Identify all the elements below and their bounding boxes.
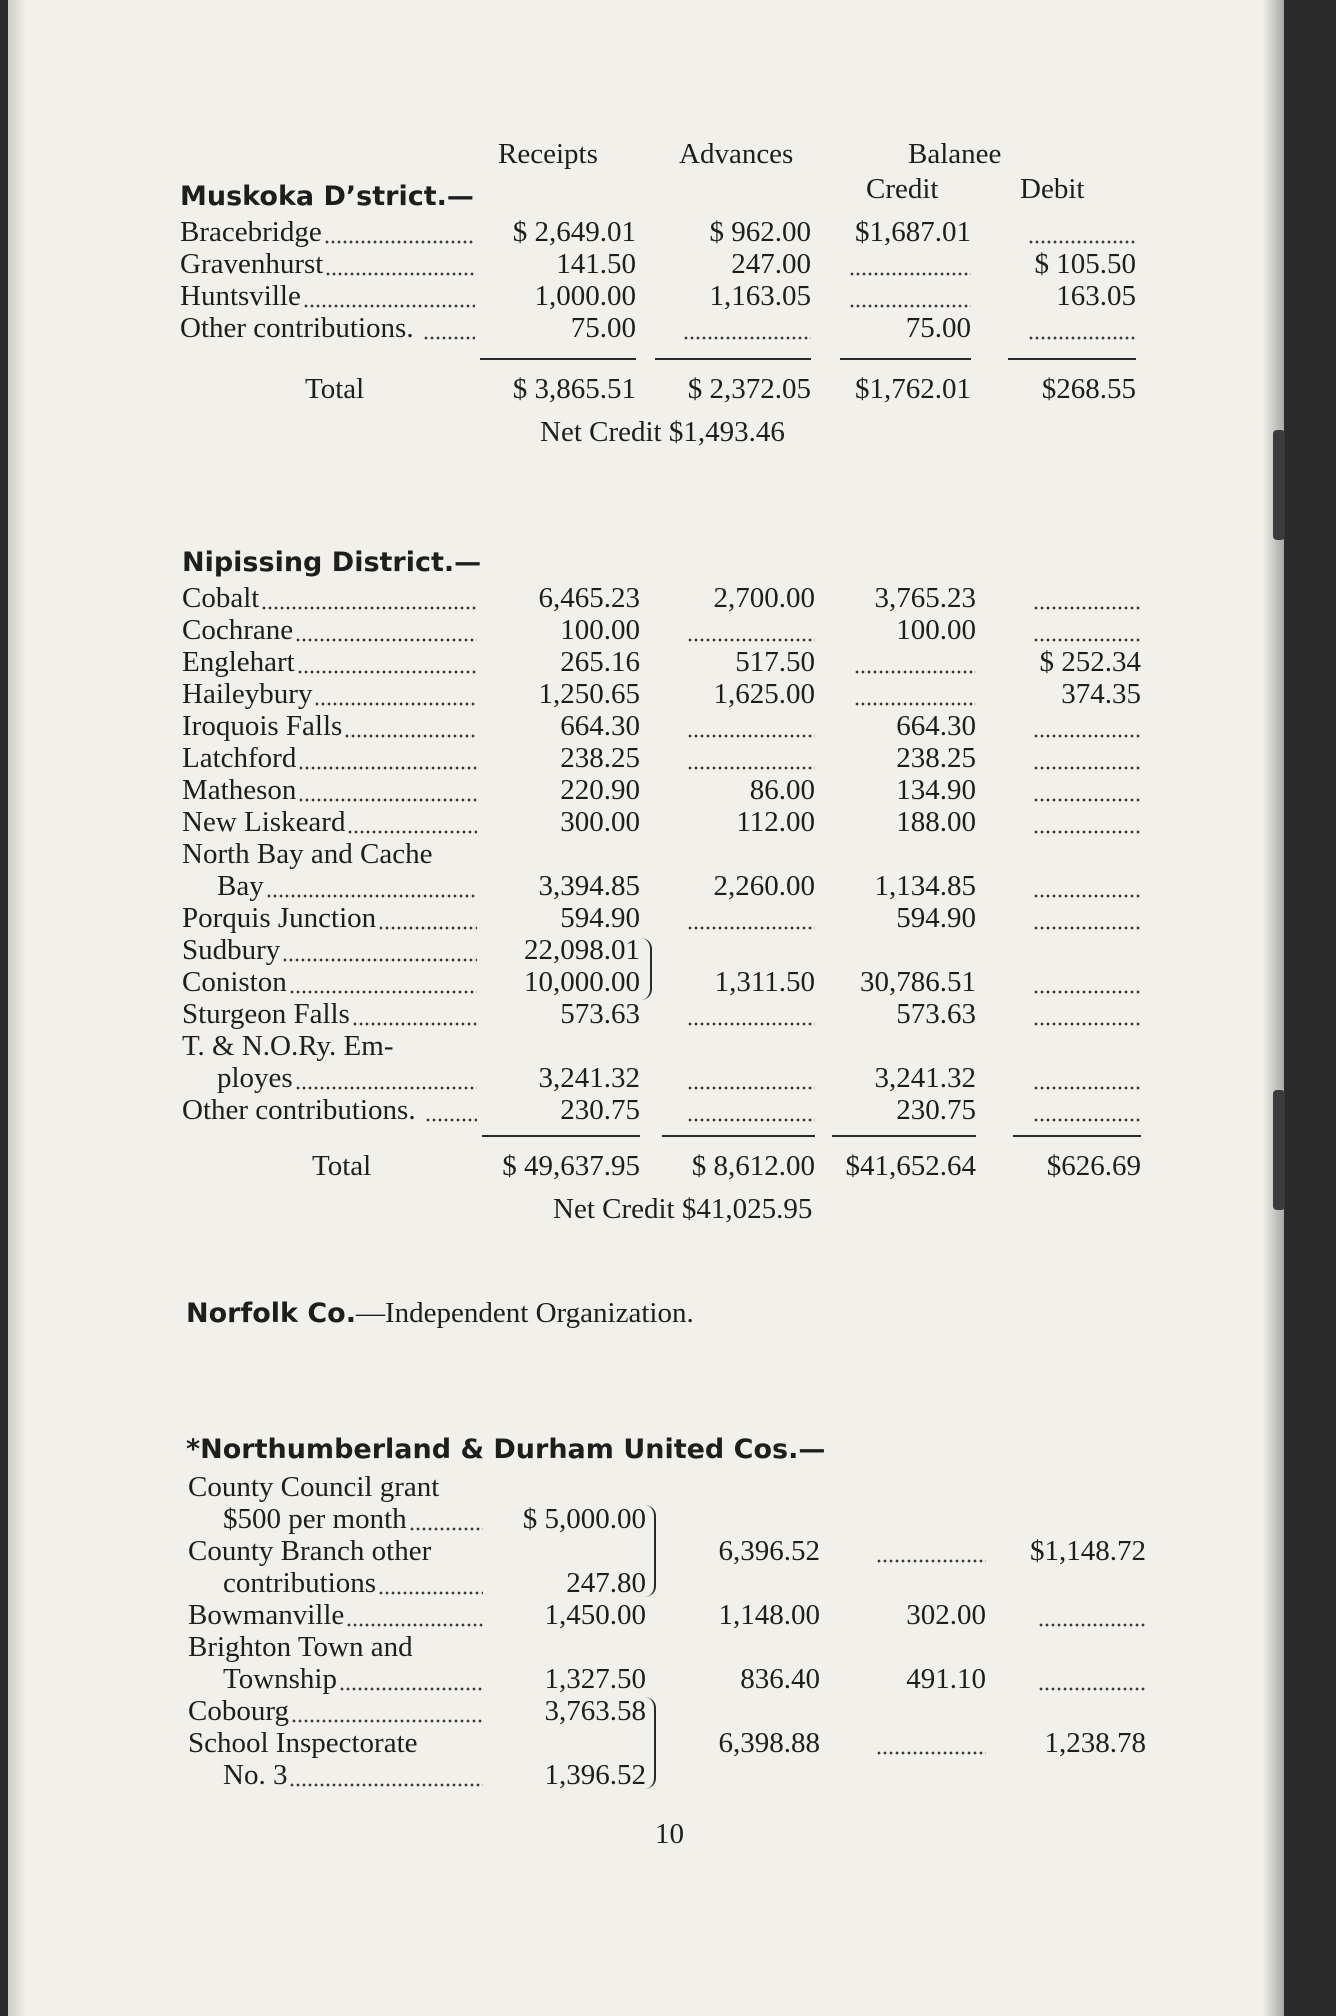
debit-value: 374.35 <box>1061 678 1141 710</box>
credit-value: 302.00 <box>906 1599 986 1631</box>
row-name: Cobourg <box>188 1695 289 1727</box>
leader-dots <box>266 880 477 898</box>
receipts-value: 1,450.00 <box>544 1599 646 1631</box>
credit-value: 3,765.23 <box>874 582 976 614</box>
receipts-value: $ 2,649.01 <box>512 216 636 248</box>
leader-dots <box>295 1072 477 1090</box>
row-name: No. 3 <box>223 1759 288 1791</box>
page-shadow-left <box>8 0 26 2016</box>
receipts-value: 6,465.23 <box>538 582 640 614</box>
debit-value: 163.05 <box>1056 280 1136 312</box>
advances-value: 1,311.50 <box>714 966 815 998</box>
advances-value: 1,148.00 <box>718 1599 820 1631</box>
credit-value: 188.00 <box>896 806 976 838</box>
binding-mark <box>1273 1090 1285 1210</box>
row-name: Cobalt <box>182 582 260 614</box>
sum-rule <box>655 358 811 360</box>
receipts-value: 265.16 <box>560 646 640 678</box>
debit-value: $1,148.72 <box>1030 1535 1146 1567</box>
row-name: Englehart <box>182 646 295 678</box>
leader-dots <box>1033 624 1141 642</box>
leader-dots <box>687 912 815 930</box>
leader-dots <box>1033 816 1141 834</box>
receipts-value: 1,250.65 <box>538 678 640 710</box>
leader-dots <box>876 1545 986 1563</box>
advances-value: $ 962.00 <box>709 216 811 248</box>
credit-value: 491.10 <box>906 1663 986 1695</box>
leader-dots <box>687 1104 815 1122</box>
receipts-value: 594.90 <box>560 902 640 934</box>
debit-header: Debit <box>1020 173 1085 205</box>
leader-dots <box>378 1577 483 1595</box>
receipts-value: 220.90 <box>560 774 640 806</box>
row-name: Brighton Town and <box>188 1631 413 1663</box>
leader-dots <box>298 784 477 802</box>
leader-dots <box>687 720 815 738</box>
receipts-value: 573.63 <box>560 998 640 1030</box>
section-heading: *Northumberland & Durham United Cos.— <box>186 1434 826 1465</box>
row-name: Haileybury <box>182 678 313 710</box>
row-name: Iroquois Falls <box>182 710 343 742</box>
leader-dots <box>687 624 815 642</box>
advances-value: 1,163.05 <box>709 280 811 312</box>
leader-dots <box>687 752 815 770</box>
credit-value: 100.00 <box>896 614 976 646</box>
receipts-value: 664.30 <box>560 710 640 742</box>
receipts-value: 10,000.00 <box>524 966 640 998</box>
leader-dots <box>849 290 971 308</box>
leader-dots <box>1033 720 1141 738</box>
norfolk-line <box>186 1297 694 1330</box>
receipts-value: 230.75 <box>560 1094 640 1126</box>
leader-dots <box>325 258 475 276</box>
receipts-value: 1,000.00 <box>534 280 636 312</box>
section-heading: Nipissing District.— <box>182 547 482 578</box>
advances-value: 1,625.00 <box>713 678 815 710</box>
leader-dots <box>876 1737 986 1755</box>
leader-dots <box>1038 1609 1146 1627</box>
row-name: T. & N.O.Ry. Em- <box>182 1030 394 1062</box>
credit-value: 573.63 <box>896 998 976 1030</box>
receipts-value: 1,396.52 <box>544 1759 646 1791</box>
total-advances: $ 8,612.00 <box>691 1150 815 1182</box>
debit-value: $ 252.34 <box>1039 646 1141 678</box>
credit-value: 75.00 <box>905 312 971 344</box>
credit-value: 134.90 <box>896 774 976 806</box>
binding-mark <box>1273 430 1285 540</box>
receipts-value: 238.25 <box>560 742 640 774</box>
total-receipts: $ 3,865.51 <box>512 373 636 405</box>
leader-dots <box>854 688 976 706</box>
leader-dots <box>854 656 976 674</box>
leader-dots <box>297 656 477 674</box>
row-name: Gravenhurst <box>180 248 324 280</box>
total-debit: $626.69 <box>1046 1150 1141 1182</box>
leader-dots <box>1038 1673 1146 1691</box>
leader-dots <box>378 912 477 930</box>
row-name: Coniston <box>182 966 287 998</box>
row-name: North Bay and Cache <box>182 838 433 870</box>
row-name: $500 per month <box>223 1503 407 1535</box>
receipts-value: 1,327.50 <box>544 1663 646 1695</box>
leader-dots <box>324 226 475 244</box>
leader-dots <box>261 592 477 610</box>
advances-value: 86.00 <box>749 774 815 806</box>
row-name: ployes <box>217 1062 293 1094</box>
total-debit: $268.55 <box>1041 373 1136 405</box>
leader-dots <box>289 1769 483 1787</box>
sum-rule <box>832 1135 976 1137</box>
row-name: Matheson <box>182 774 297 806</box>
total-label: Total <box>312 1150 372 1182</box>
row-name: Cochrane <box>182 614 294 646</box>
row-name: New Liskeard <box>182 806 346 838</box>
row-name: Other contributions. <box>180 312 414 344</box>
row-name: Porquis Junction <box>182 902 377 934</box>
credit-value: 230.75 <box>896 1094 976 1126</box>
advances-value: 112.00 <box>736 806 815 838</box>
row-name: Huntsville <box>180 280 301 312</box>
total-credit: $41,652.64 <box>845 1150 976 1182</box>
leader-dots <box>1033 1008 1141 1026</box>
leader-dots <box>1033 976 1141 994</box>
credit-value: 238.25 <box>896 742 976 774</box>
receipts-value: 3,241.32 <box>538 1062 640 1094</box>
leader-dots <box>344 720 477 738</box>
sum-rule <box>662 1135 815 1137</box>
receipts-header: Receipts <box>498 138 598 170</box>
advances-value: 836.40 <box>740 1663 820 1695</box>
leader-dots <box>346 1609 483 1627</box>
row-name: School Inspectorate <box>188 1727 418 1759</box>
receipts-value: 247.80 <box>566 1567 646 1599</box>
credit-value: 3,241.32 <box>874 1062 976 1094</box>
receipts-value: 3,394.85 <box>538 870 640 902</box>
total-receipts: $ 49,637.95 <box>502 1150 640 1182</box>
credit-header: Credit <box>866 173 939 205</box>
receipts-value: 3,763.58 <box>544 1695 646 1727</box>
leader-dots <box>1033 752 1141 770</box>
net-credit: Net Credit $1,493.46 <box>540 416 785 448</box>
leader-dots <box>282 944 477 962</box>
total-advances: $ 2,372.05 <box>687 373 811 405</box>
leader-dots <box>683 322 811 340</box>
credit-value: 1,134.85 <box>874 870 976 902</box>
advances-value: 2,260.00 <box>713 870 815 902</box>
receipts-value: 300.00 <box>560 806 640 838</box>
row-name: Bracebridge <box>180 216 322 248</box>
receipts-value: 100.00 <box>560 614 640 646</box>
leader-dots <box>849 258 971 276</box>
debit-value: $ 105.50 <box>1034 248 1136 280</box>
sum-rule <box>840 358 971 360</box>
receipts-value: 141.50 <box>556 248 636 280</box>
leader-dots <box>1033 912 1141 930</box>
receipts-value: 22,098.01 <box>524 934 640 966</box>
credit-value: 664.30 <box>896 710 976 742</box>
sum-rule <box>482 1135 640 1137</box>
row-name: Sudbury <box>182 934 281 966</box>
page-number: 10 <box>655 1818 684 1850</box>
row-name: Other contributions. <box>182 1094 416 1126</box>
leader-dots <box>347 816 477 834</box>
advances-header: Advances <box>679 138 794 170</box>
credit-value: 30,786.51 <box>860 966 976 998</box>
receipts-value: 75.00 <box>570 312 636 344</box>
leader-dots <box>1033 880 1141 898</box>
advances-value: 6,396.52 <box>718 1535 820 1567</box>
credit-value: $1,687.01 <box>855 216 971 248</box>
advances-value: 247.00 <box>731 248 811 280</box>
leader-dots <box>1033 784 1141 802</box>
net-credit: Net Credit $41,025.95 <box>553 1193 813 1225</box>
advances-value: 517.50 <box>735 646 815 678</box>
brace <box>645 1697 656 1789</box>
row-name: Bowmanville <box>188 1599 345 1631</box>
balance-header: Balanee <box>908 138 1002 170</box>
leader-dots <box>687 1008 815 1026</box>
norfolk-text: —Independent Organization. <box>356 1297 694 1329</box>
leader-dots <box>291 1705 483 1723</box>
row-name: contributions <box>223 1567 377 1599</box>
debit-value: 1,238.78 <box>1044 1727 1146 1759</box>
sum-rule <box>1008 358 1136 360</box>
receipts-value: $ 5,000.00 <box>522 1503 646 1535</box>
leader-dots <box>339 1673 483 1691</box>
brace <box>645 1505 656 1597</box>
page-shadow-right <box>1262 0 1284 2016</box>
leader-dots <box>289 976 477 994</box>
sum-rule <box>1013 1135 1141 1137</box>
row-name: Township <box>223 1663 337 1695</box>
leader-dots <box>303 290 475 308</box>
sum-rule <box>480 358 636 360</box>
row-name: Sturgeon Falls <box>182 998 350 1030</box>
credit-value: 594.90 <box>896 902 976 934</box>
leader-dots <box>1033 592 1141 610</box>
row-name: County Council grant <box>188 1471 440 1503</box>
row-name: Latchford <box>182 742 297 774</box>
leader-dots <box>314 688 477 706</box>
advances-value: 2,700.00 <box>713 582 815 614</box>
leader-dots <box>1028 322 1136 340</box>
leader-dots <box>352 1008 477 1026</box>
leader-dots <box>1028 226 1136 244</box>
advances-value: 6,398.88 <box>718 1727 820 1759</box>
total-label: Total <box>305 373 365 405</box>
section-heading: Muskoka D’strict.— <box>180 181 474 212</box>
brace <box>641 938 652 1000</box>
leader-dots <box>1033 1104 1141 1122</box>
leader-dots <box>687 1072 815 1090</box>
section-heading: Norfolk Co. <box>186 1298 356 1329</box>
row-name: Bay <box>217 870 264 902</box>
total-credit: $1,762.01 <box>855 373 971 405</box>
row-name: County Branch other <box>188 1535 432 1567</box>
leader-dots <box>298 752 477 770</box>
leader-dots <box>295 624 477 642</box>
leader-dots <box>1033 1072 1141 1090</box>
